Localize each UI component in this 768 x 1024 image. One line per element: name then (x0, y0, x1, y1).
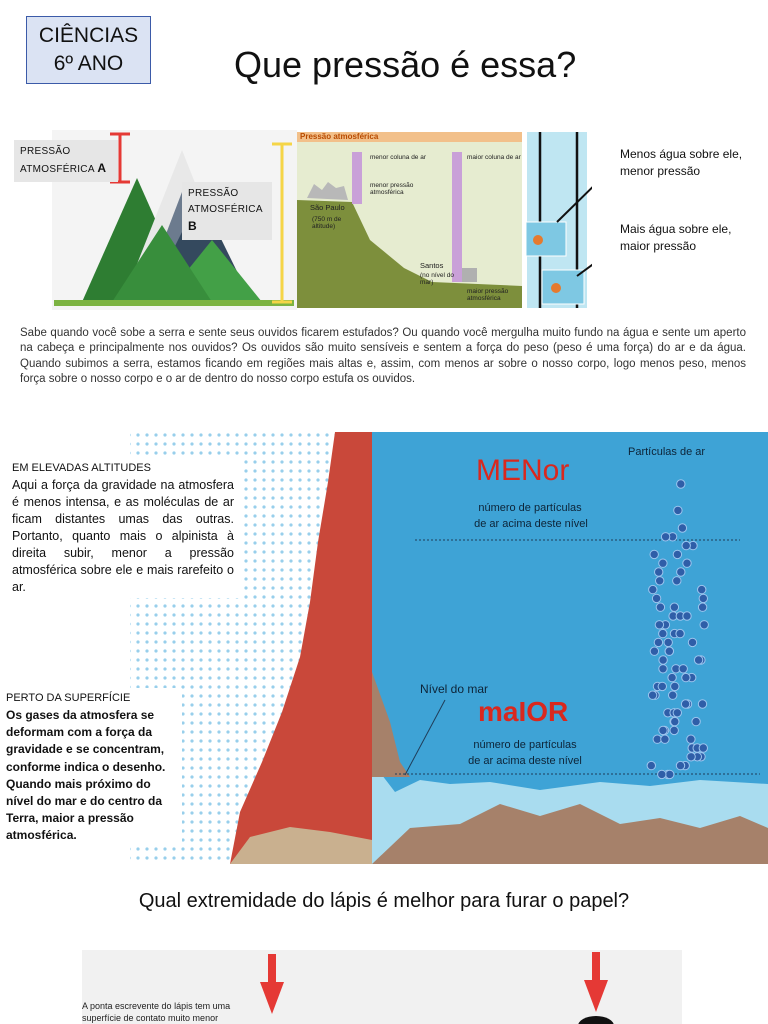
air-particle (650, 647, 658, 655)
air-particle (670, 726, 678, 734)
air-particle (694, 656, 702, 664)
air-particle (688, 638, 696, 646)
air-particle (659, 665, 667, 673)
surface-title: PERTO DA SUPERFÍCIE (6, 692, 131, 704)
air-particle (681, 700, 689, 708)
air-particle (652, 594, 660, 602)
air-particle (677, 480, 685, 488)
air-particle (659, 656, 667, 664)
panel-title: Pressão atmosférica (300, 132, 379, 141)
air-particle (673, 550, 681, 558)
air-particle (698, 603, 706, 611)
air-particle (678, 524, 686, 532)
badge-subject: CIÊNCIAS (38, 24, 139, 47)
air-particle (698, 700, 706, 708)
air-particle (649, 585, 657, 593)
air-particle (654, 638, 662, 646)
air-particle (659, 559, 667, 567)
air-particle (671, 682, 679, 690)
air-particle (674, 506, 682, 514)
pencil-text-line1: A ponta escrevente do lápis tem uma (82, 1001, 231, 1011)
air-particle (683, 612, 691, 620)
label-b-line1: PRESSÃO (188, 188, 239, 199)
maior-desc-1: número de partículas (473, 739, 577, 751)
air-particle (669, 691, 677, 699)
air-particle (676, 629, 684, 637)
air-particle (658, 682, 666, 690)
surface-box (0, 688, 182, 847)
air-particle (647, 761, 655, 769)
badge-grade: 6º ANO (53, 52, 124, 75)
air-particle (682, 673, 690, 681)
air-particle (673, 709, 681, 717)
sao-paulo-altitude: (750 m de altitude) (312, 216, 342, 230)
air-particle (665, 647, 673, 655)
santos-altitude: (no nível do mar) (420, 272, 454, 286)
grade-badge (26, 16, 151, 84)
maior-pressao-label: maior pressão atmosférica (467, 288, 509, 302)
pencil-text-line2: superfície de contato muito menor (82, 1013, 219, 1023)
air-particle (679, 665, 687, 673)
diver-note-bottom: Mais água sobre ele, maior pressão (620, 222, 732, 253)
maior-word: maIOR (478, 696, 569, 727)
page-title: Que pressão é essa? (234, 44, 577, 85)
air-particle (648, 691, 656, 699)
air-particle (656, 577, 664, 585)
air-particle (673, 577, 681, 585)
label-pressure-a (14, 140, 118, 182)
air-particle (668, 673, 676, 681)
maior-desc-2: de ar acima deste nível (468, 755, 582, 767)
pencil-text (82, 1000, 230, 1024)
air-particle (658, 770, 666, 778)
air-particle (659, 629, 667, 637)
surface-text: Os gases da atmosfera se deformam com a força da gravidade e se concentram, conforme indica o desenho. Quando mais próximo do nível do mar e do centro da Terra, maior a pressão atmosférica. (6, 708, 166, 843)
diver-note-top: Menos água sobre ele, menor pressão (620, 147, 743, 178)
menor-desc-1: número de partículas (478, 502, 582, 514)
air-particle (664, 638, 672, 646)
air-particle (666, 770, 674, 778)
label-a-line1: PRESSÃO (20, 146, 71, 157)
high-altitude-text: Aqui a força da gravidade na atmosfera é menos intensa, e as moléculas de ar ficam distantes umas das outras. Portanto, quanto mais o alpinista à direita subir, menor a pressão atmosférica sobre ele e mais rarefeito o ar. (12, 478, 234, 594)
santos-label: Santos (420, 261, 444, 270)
label-b-letter: B (188, 219, 197, 233)
air-particle (650, 550, 658, 558)
air-particle (683, 559, 691, 567)
air-particle (698, 585, 706, 593)
pressure-figure (20, 130, 592, 310)
air-particle (661, 533, 669, 541)
air-particle (671, 717, 679, 725)
air-particle (699, 594, 707, 602)
intro-paragraph: Sabe quando você sobe a serra e sente seus ouvidos ficarem estufados? Ou quando você mergulha muito fundo na água e sente um aperto na cabeça e principalmente nos ouvidos? Os ouvidos são muito sensíveis e sentem a força do peso (peso é uma força) do ar e da água. Quando subimos a serra, estamos ficando em regiões mais altas e, assim, com menos ar sobre o nosso corpo, logo menos peso, menos força sobre o nosso corpo e o ar de dentro do nosso corpo estufa os ouvidos. (20, 327, 746, 385)
sao-paulo-label: São Paulo (310, 203, 345, 212)
high-altitude-box (4, 458, 242, 598)
sea-level-label: Nível do mar (420, 682, 489, 696)
altitude-illustration (0, 432, 768, 864)
menor-word: MENor (476, 454, 570, 487)
air-particle (700, 621, 708, 629)
maior-coluna-label: maior coluna de ar (467, 154, 521, 161)
air-particle (676, 761, 684, 769)
air-particle (655, 568, 663, 576)
air-particle (682, 541, 690, 549)
menor-coluna-label: menor coluna de ar (370, 154, 427, 161)
air-particle (687, 735, 695, 743)
air-particle (687, 753, 695, 761)
air-particle (656, 603, 664, 611)
air-particle (661, 735, 669, 743)
air-particle (677, 568, 685, 576)
menor-pressao-label: menor pressão atmosférica (370, 182, 414, 196)
air-particle (670, 603, 678, 611)
particles-label: Partículas de ar (628, 446, 706, 458)
label-a-letter: A (97, 161, 107, 175)
air-particle (692, 717, 700, 725)
label-pressure-b (182, 182, 272, 240)
air-particle (655, 621, 663, 629)
air-particle (659, 726, 667, 734)
pencil-question: Qual extremidade do lápis é melhor para furar o papel? (138, 890, 630, 912)
pencil-figure (82, 950, 682, 1024)
air-particle (699, 744, 707, 752)
label-b-line2: ATMOSFÉRICA (188, 204, 263, 215)
menor-desc-2: de ar acima deste nível (474, 518, 588, 530)
high-altitude-title: EM ELEVADAS ALTITUDES (12, 462, 151, 474)
label-a-line2: ATMOSFÉRICA (20, 164, 95, 175)
